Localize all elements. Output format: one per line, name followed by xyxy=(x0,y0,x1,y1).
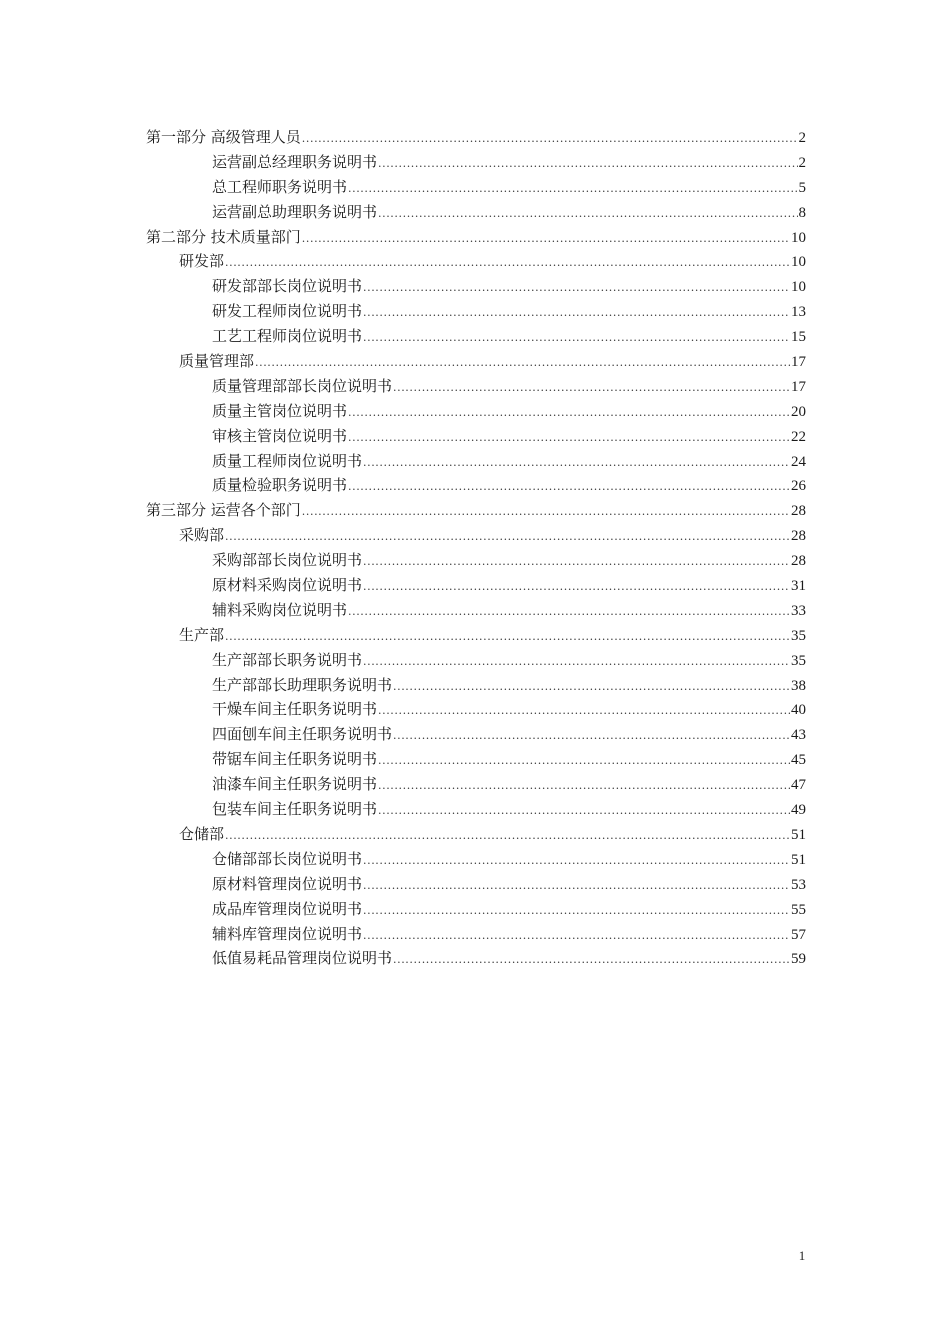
toc-entry-title: 质量检验职务说明书 xyxy=(212,476,348,495)
toc-entry-page: 10 xyxy=(791,254,806,271)
toc-entry[interactable] xyxy=(146,598,806,623)
toc-dot-leader xyxy=(363,650,790,675)
toc-dot-leader xyxy=(363,301,790,326)
toc-entry-title: 四面刨车间主任职务说明书 xyxy=(212,725,393,744)
toc-dot-leader xyxy=(363,550,790,575)
toc-dot-leader xyxy=(378,202,797,227)
toc-dot-leader xyxy=(302,500,790,525)
toc-dot-leader xyxy=(363,849,790,874)
toc-entry[interactable] xyxy=(146,648,806,673)
toc-entry[interactable] xyxy=(146,125,806,150)
toc-entry-page: 51 xyxy=(791,851,806,868)
toc-entry-title: 低值易耗品管理岗位说明书 xyxy=(212,949,393,968)
toc-dot-leader xyxy=(378,799,790,824)
toc-entry-page: 40 xyxy=(791,702,806,719)
toc-dot-leader xyxy=(225,525,790,550)
toc-entry-page: 28 xyxy=(791,503,806,520)
toc-entry[interactable] xyxy=(146,946,806,971)
toc-entry[interactable] xyxy=(146,324,806,349)
toc-dot-leader xyxy=(378,774,790,799)
toc-entry[interactable] xyxy=(146,797,806,822)
toc-dot-leader xyxy=(348,177,797,202)
toc-entry-title: 生产部部长职务说明书 xyxy=(212,650,363,669)
toc-entry[interactable] xyxy=(146,274,806,299)
toc-entry[interactable] xyxy=(146,150,806,175)
toc-entry[interactable] xyxy=(146,424,806,449)
toc-entry-page: 10 xyxy=(791,279,806,296)
toc-entry[interactable] xyxy=(146,473,806,498)
toc-entry-title: 采购部部长岗位说明书 xyxy=(212,551,363,570)
toc-dot-leader xyxy=(348,475,790,500)
toc-dot-leader xyxy=(225,625,790,650)
toc-dot-leader xyxy=(363,924,790,949)
toc-entry-title: 质量管理部 xyxy=(179,352,255,371)
toc-entry-title: 油漆车间主任职务说明书 xyxy=(212,775,378,794)
toc-dot-leader xyxy=(225,251,790,276)
toc-entry-page: 17 xyxy=(791,354,806,371)
toc-entry-title: 辅料采购岗位说明书 xyxy=(212,600,348,619)
toc-entry[interactable] xyxy=(146,573,806,598)
toc-entry-title: 原材料管理岗位说明书 xyxy=(212,874,363,893)
toc-entry-page: 20 xyxy=(791,403,806,420)
toc-entry-page: 55 xyxy=(791,901,806,918)
toc-entry-title: 运营副总助理职务说明书 xyxy=(212,202,378,221)
toc-entry[interactable] xyxy=(146,449,806,474)
toc-dot-leader xyxy=(393,948,790,973)
toc-entry-page: 28 xyxy=(791,553,806,570)
toc-entry[interactable] xyxy=(146,897,806,922)
toc-entry-page: 53 xyxy=(791,876,806,893)
toc-dot-leader xyxy=(363,276,790,301)
toc-entry-title: 干燥车间主任职务说明书 xyxy=(212,700,378,719)
toc-entry-page: 51 xyxy=(791,826,806,843)
toc-entry-title: 研发工程师岗位说明书 xyxy=(212,302,363,321)
toc-dot-leader xyxy=(302,127,798,152)
toc-entry-title: 研发部 xyxy=(179,252,225,271)
toc-entry-title: 生产部 xyxy=(179,625,225,644)
toc-entry-page: 45 xyxy=(791,752,806,769)
toc-dot-leader xyxy=(255,351,790,376)
toc-dot-leader xyxy=(348,401,790,426)
toc-entry[interactable] xyxy=(146,374,806,399)
toc-entry-page: 59 xyxy=(791,951,806,968)
toc-entry-title: 第二部分 技术质量部门 xyxy=(146,227,301,246)
toc-entry-page: 8 xyxy=(798,204,806,221)
toc-entry-page: 49 xyxy=(791,802,806,819)
toc-entry-title: 辅料库管理岗位说明书 xyxy=(212,924,363,943)
toc-entry[interactable] xyxy=(146,673,806,698)
toc-dot-leader xyxy=(363,451,790,476)
toc-entry-title: 工艺工程师岗位说明书 xyxy=(212,327,363,346)
toc-entry-title: 第一部分 高级管理人员 xyxy=(146,128,301,146)
toc-dot-leader xyxy=(363,575,790,600)
toc-entry-page: 43 xyxy=(791,727,806,744)
toc-entry-title: 审核主管岗位说明书 xyxy=(212,426,348,445)
toc-dot-leader xyxy=(225,824,790,849)
toc-dot-leader xyxy=(363,326,790,351)
toc-entry-title: 质量主管岗位说明书 xyxy=(212,401,348,420)
toc-entry-page: 2 xyxy=(798,154,806,171)
table-of-contents xyxy=(146,125,806,971)
toc-entry-title: 生产部部长助理职务说明书 xyxy=(212,675,393,694)
toc-entry[interactable] xyxy=(146,548,806,573)
toc-entry-title: 采购部 xyxy=(179,526,225,545)
toc-entry-title: 第三部分 运营各个部门 xyxy=(146,501,301,520)
toc-entry[interactable] xyxy=(146,299,806,324)
toc-dot-leader xyxy=(348,600,790,625)
toc-entry-title: 成品库管理岗位说明书 xyxy=(212,899,363,918)
toc-entry-page: 2 xyxy=(798,130,806,146)
toc-dot-leader xyxy=(302,227,790,252)
toc-entry-title: 原材料采购岗位说明书 xyxy=(212,576,363,595)
toc-entry[interactable] xyxy=(146,175,806,200)
toc-entry-title: 仓储部部长岗位说明书 xyxy=(212,849,363,868)
toc-entry-page: 47 xyxy=(791,777,806,794)
toc-entry[interactable] xyxy=(146,822,806,847)
toc-entry[interactable] xyxy=(146,847,806,872)
toc-entry[interactable] xyxy=(146,747,806,772)
toc-entry[interactable] xyxy=(146,872,806,897)
toc-entry-title: 仓储部 xyxy=(179,824,225,843)
toc-dot-leader xyxy=(393,724,790,749)
toc-dot-leader xyxy=(363,899,790,924)
toc-entry-title: 质量管理部部长岗位说明书 xyxy=(212,376,393,395)
toc-entry-title: 总工程师职务说明书 xyxy=(212,177,348,196)
toc-entry-page: 5 xyxy=(798,179,806,196)
toc-entry-page: 35 xyxy=(791,652,806,669)
toc-entry-page: 26 xyxy=(791,478,806,495)
toc-entry-page: 38 xyxy=(791,677,806,694)
toc-dot-leader xyxy=(348,426,790,451)
toc-entry-title: 带锯车间主任职务说明书 xyxy=(212,750,378,769)
toc-entry-page: 17 xyxy=(791,378,806,395)
toc-entry[interactable] xyxy=(146,772,806,797)
toc-dot-leader xyxy=(378,152,797,177)
toc-entry[interactable] xyxy=(146,399,806,424)
toc-entry-page: 28 xyxy=(791,528,806,545)
toc-entry-page: 10 xyxy=(791,229,806,246)
toc-entry-page: 22 xyxy=(791,428,806,445)
toc-entry[interactable] xyxy=(146,697,806,722)
toc-entry-page: 13 xyxy=(791,304,806,321)
toc-entry-page: 33 xyxy=(791,602,806,619)
toc-entry-page: 24 xyxy=(791,453,806,470)
toc-entry[interactable] xyxy=(146,249,806,274)
toc-entry-page: 31 xyxy=(791,578,806,595)
toc-entry[interactable] xyxy=(146,498,806,523)
toc-entry[interactable] xyxy=(146,200,806,225)
toc-entry-title: 包装车间主任职务说明书 xyxy=(212,800,378,819)
toc-entry-page: 15 xyxy=(791,329,806,346)
toc-entry[interactable] xyxy=(146,523,806,548)
toc-dot-leader xyxy=(378,699,790,724)
page-number: 1 xyxy=(798,1248,806,1263)
toc-entry-page: 35 xyxy=(791,627,806,644)
toc-entry[interactable] xyxy=(146,349,806,374)
toc-entry-title: 运营副总经理职务说明书 xyxy=(212,152,378,171)
toc-dot-leader xyxy=(378,749,790,774)
toc-entry-title: 研发部部长岗位说明书 xyxy=(212,277,363,296)
toc-entry[interactable] xyxy=(146,623,806,648)
toc-entry[interactable] xyxy=(146,225,806,250)
toc-entry-title: 质量工程师岗位说明书 xyxy=(212,451,363,470)
toc-entry-page: 57 xyxy=(791,926,806,943)
toc-dot-leader xyxy=(393,675,790,700)
toc-entry[interactable] xyxy=(146,722,806,747)
toc-dot-leader xyxy=(393,376,790,401)
toc-entry[interactable] xyxy=(146,922,806,947)
toc-dot-leader xyxy=(363,874,790,899)
